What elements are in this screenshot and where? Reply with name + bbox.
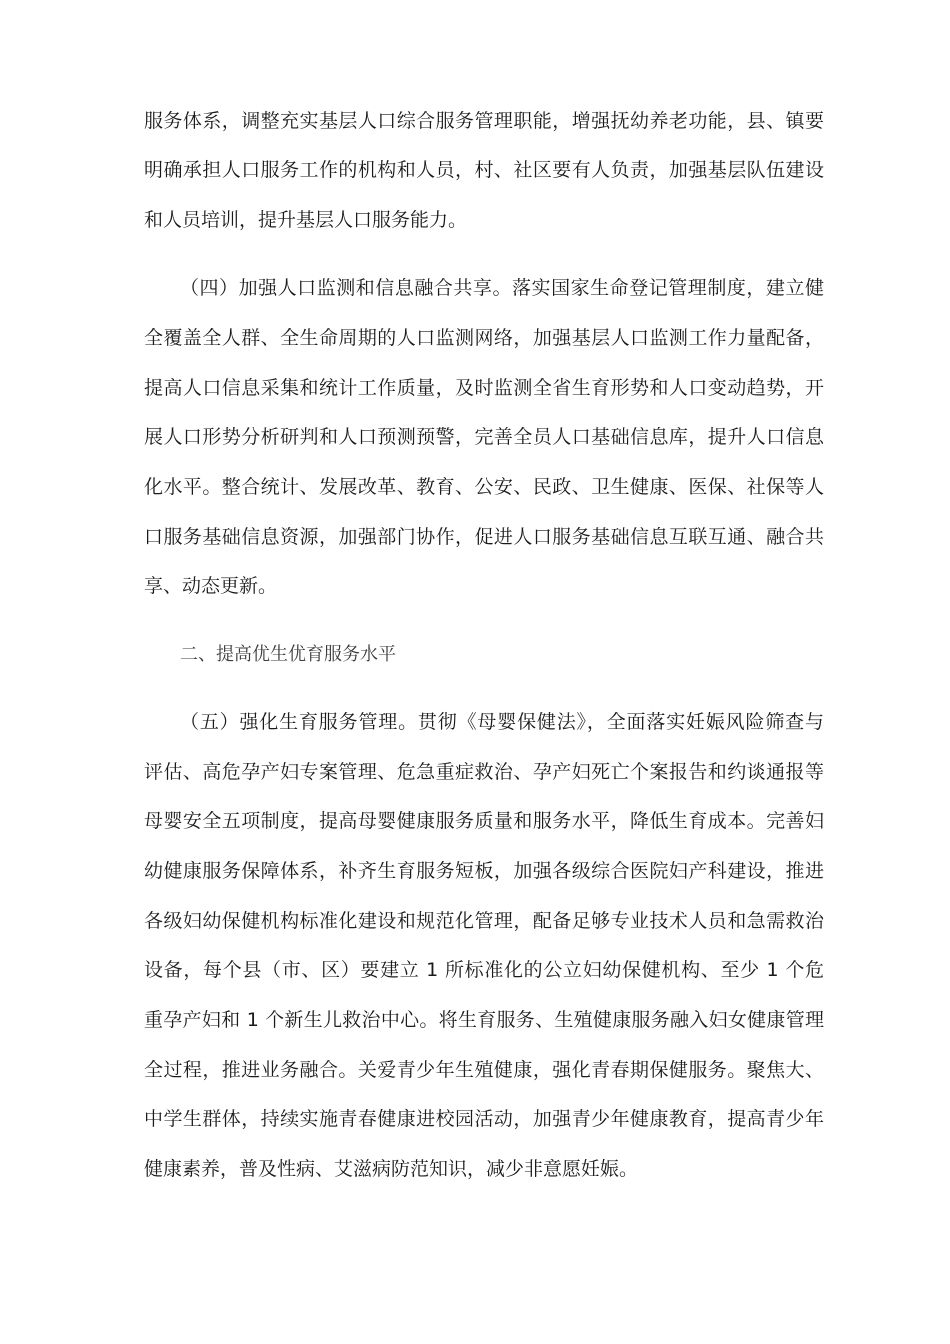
paragraph-2-line-3: 提高人口信息采集和统计工作质量，及时监测全省生育形势和人口变动趋势，开 — [144, 377, 824, 399]
paragraph-3-line-7: 重孕产妇和 1 个新生儿救治中心。将生育服务、生殖健康服务融入妇女健康管理 — [144, 1009, 824, 1031]
paragraph-3-line-10: 健康素养，普及性病、艾滋病防范知识，减少非意愿妊娠。 — [144, 1158, 639, 1180]
paragraph-1-line-3: 和人员培训，提升基层人口服务能力。 — [144, 209, 468, 231]
paragraph-2-line-1: （四）加强人口监测和信息融合共享。落实国家生命登记管理制度，建立健 — [180, 277, 824, 299]
paragraph-2-line-7: 享、动态更新。 — [144, 575, 278, 597]
paragraph-1-line-1: 服务体系，调整充实基层人口综合服务管理职能，增强抚幼养老功能，县、镇要 — [144, 110, 824, 132]
paragraph-2-line-5: 化水平。整合统计、发展改革、教育、公安、民政、卫生健康、医保、社保等人 — [144, 476, 824, 498]
paragraph-3-line-5: 各级妇幼保健机构标准化建设和规范化管理，配备足够专业技术人员和急需救治 — [144, 910, 824, 932]
paragraph-3-line-8: 全过程，推进业务融合。关爱青少年生殖健康，强化青春期保健服务。聚焦大、 — [144, 1059, 824, 1081]
paragraph-2-line-2: 全覆盖全人群、全生命周期的人口监测网络，加强基层人口监测工作力量配备， — [144, 327, 824, 349]
paragraph-2-line-6: 口服务基础信息资源，加强部门协作，促进人口服务基础信息互联互通、融合共 — [144, 526, 824, 548]
paragraph-1-line-2: 明确承担人口服务工作的机构和人员，村、社区要有人负责，加强基层队伍建设 — [144, 159, 824, 181]
paragraph-2-line-4: 展人口形势分析研判和人口预测预警，完善全员人口基础信息库，提升人口信息 — [144, 426, 824, 448]
paragraph-3-line-9: 中学生群体，持续实施青春健康进校园活动，加强青少年健康教育，提高青少年 — [144, 1108, 824, 1130]
section-heading: 二、提高优生优育服务水平 — [180, 644, 396, 665]
paragraph-3-line-2: 评估、高危孕产妇专案管理、危急重症救治、孕产妇死亡个案报告和约谈通报等 — [144, 761, 824, 783]
paragraph-3-line-3: 母婴安全五项制度，提高母婴健康服务质量和服务水平，降低生育成本。完善妇 — [144, 810, 824, 832]
paragraph-3-line-1: （五）强化生育服务管理。贯彻《母婴保健法》，全面落实妊娠风险筛查与 — [180, 711, 824, 733]
paragraph-3-line-6: 设备，每个县（市、区）要建立 1 所标准化的公立妇幼保健机构、至少 1 个危 — [144, 959, 824, 981]
paragraph-3-line-4: 幼健康服务保障体系，补齐生育服务短板，加强各级综合医院妇产科建设，推进 — [144, 860, 824, 882]
